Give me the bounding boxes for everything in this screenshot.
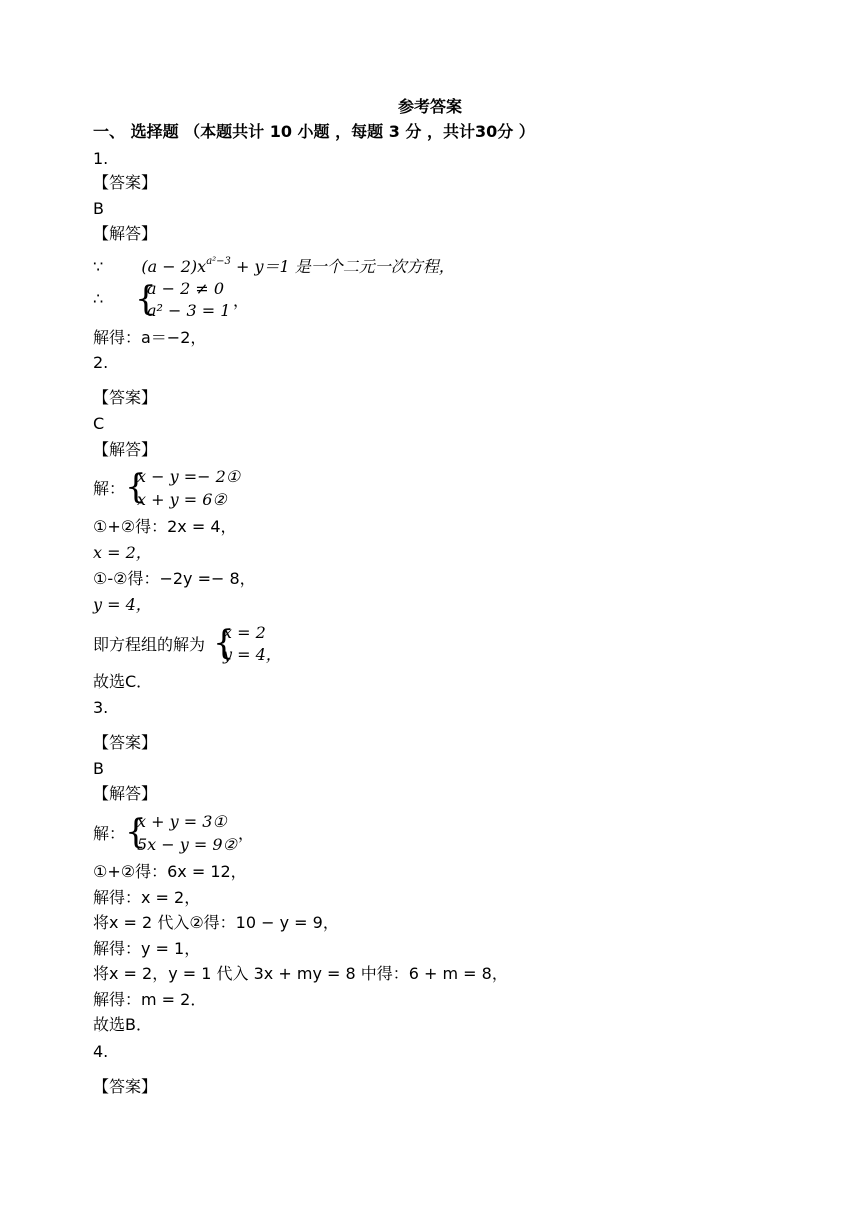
q3-number: 3. — [93, 698, 109, 717]
q3-step-3: 将x = 2 代入②得：10 − y = 9， — [93, 913, 339, 932]
q2-choice: 故选C． — [93, 672, 153, 691]
q2-answer-label: 【答案】 — [93, 388, 158, 407]
q2-system-line-2: x + y = 6② — [137, 490, 227, 509]
q1-equation-lead: (a − 2)x — [141, 257, 207, 276]
q1-answer: B — [93, 199, 104, 218]
q3-system-brace: { — [125, 812, 147, 852]
q1-system-line-1: a − 2 ≠ 0 — [147, 279, 225, 298]
q3-solution-prefix: 解： — [93, 824, 126, 843]
q2-step-4: y = 4， — [93, 595, 152, 614]
q3-system — [93, 811, 393, 857]
q3-step-6: 解得：m = 2． — [93, 990, 207, 1009]
q2-result-line-1: x = 2 — [223, 623, 266, 642]
q1-equation-exponent: a²−3 — [206, 256, 231, 267]
q1-solution-label: 【解答】 — [93, 224, 158, 243]
q3-step-2: 解得：x = 2， — [93, 888, 201, 907]
q3-step-1: ①+②得：6x = 12， — [93, 862, 247, 881]
q2-step-2: x = 2， — [93, 543, 152, 562]
q2-system — [93, 466, 393, 512]
q1-because-line — [93, 251, 455, 278]
q1-number: 1. — [93, 149, 109, 168]
page-title: 参考答案 — [397, 97, 462, 116]
q3-step-4: 解得：y = 1， — [93, 939, 201, 958]
q2-result-prefix: 即方程组的解为 — [93, 635, 206, 654]
q1-system — [93, 278, 393, 324]
q2-result-line-2: y = 4， — [223, 645, 282, 664]
q1-system-tail: ， — [233, 291, 250, 310]
q1-answer-label: 【答案】 — [93, 173, 158, 192]
q2-solution-label: 【解答】 — [93, 440, 158, 459]
q1-system-brace: { — [135, 279, 157, 319]
q2-system-line-1: x − y =− 2① — [137, 467, 241, 486]
q3-solution-label: 【解答】 — [93, 784, 158, 803]
q3-system-tail: ， — [238, 824, 255, 843]
q1-equation-tail: + y＝1 是一个二元一次方程， — [230, 257, 455, 276]
q3-system-line-1: x + y = 3① — [137, 812, 227, 831]
q2-result-brace: { — [213, 623, 235, 663]
q2-result-system — [93, 622, 393, 668]
q4-number: 4. — [93, 1042, 109, 1061]
q2-system-brace: { — [125, 467, 147, 507]
q1-result: 解得：a＝−2， — [93, 328, 207, 347]
q1-system-line-2: a² − 3 = 1 — [147, 301, 231, 320]
q3-answer: B — [93, 759, 104, 778]
section-heading: 一、 选择题 （本题共计 10 小题 ，每题 3 分 ，共计30分 ） — [93, 122, 535, 141]
q3-system-line-2: 5x − y = 9② — [137, 835, 237, 854]
q2-step-1: ①+②得：2x = 4， — [93, 517, 237, 536]
q2-number: 2. — [93, 353, 109, 372]
therefore-symbol: ∴ — [93, 289, 104, 308]
q4-answer-label: 【答案】 — [93, 1077, 158, 1096]
because-symbol: ∵ — [93, 257, 104, 276]
q2-step-3: ①-②得：−2y =− 8， — [93, 569, 256, 588]
q2-answer: C — [93, 414, 105, 433]
q3-step-5: 将x = 2，y = 1 代入 3x + my = 8 中得：6 + m = 8， — [93, 964, 508, 983]
q3-answer-label: 【答案】 — [93, 733, 158, 752]
q3-choice: 故选B． — [93, 1015, 152, 1034]
q2-solution-prefix: 解： — [93, 479, 126, 498]
